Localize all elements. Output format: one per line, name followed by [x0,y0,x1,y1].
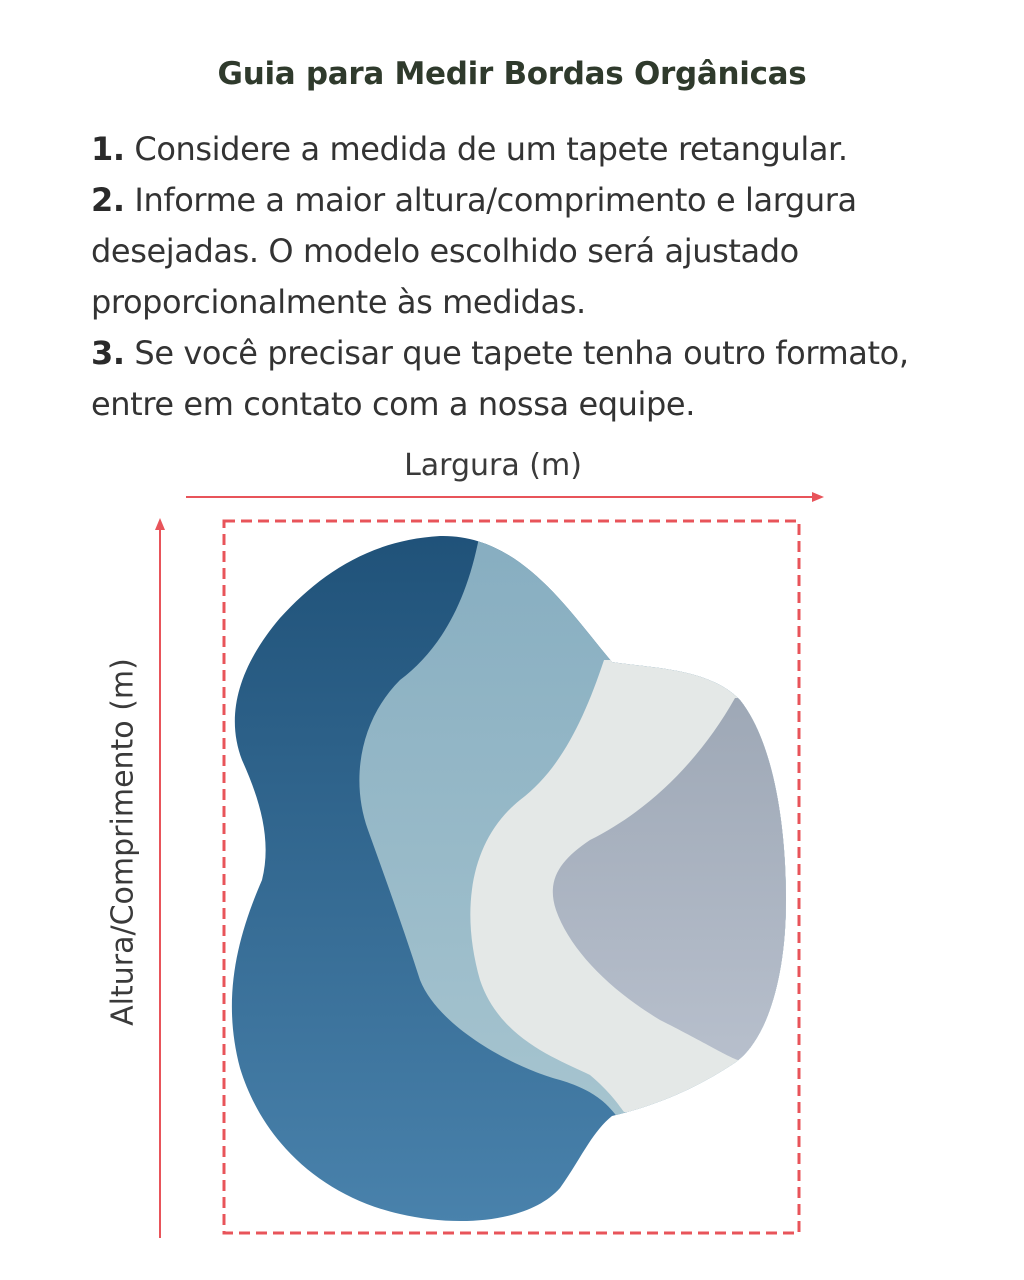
page-title: Guia para Medir Bordas Orgânicas [217,56,807,92]
step-text: Considere a medida de um tapete retangular. [134,130,848,168]
step-text: Se você precisar que tapete tenha outro formato, entre em contato com a nossa equipe. [91,334,909,423]
step-number: 1. [91,130,125,168]
width-arrow [186,492,824,502]
height-label: Altura/Comprimento (m) [105,658,141,1026]
step-number: 3. [91,334,125,372]
step-text: Informe a maior altura/comprimento e largura desejadas. O modelo escolhido será ajustado proporcionalmente às medidas. [91,181,857,321]
step-number: 2. [91,181,125,219]
height-arrow [155,518,165,1238]
width-label: Largura (m) [404,448,582,483]
organic-rug-image [220,520,820,1240]
